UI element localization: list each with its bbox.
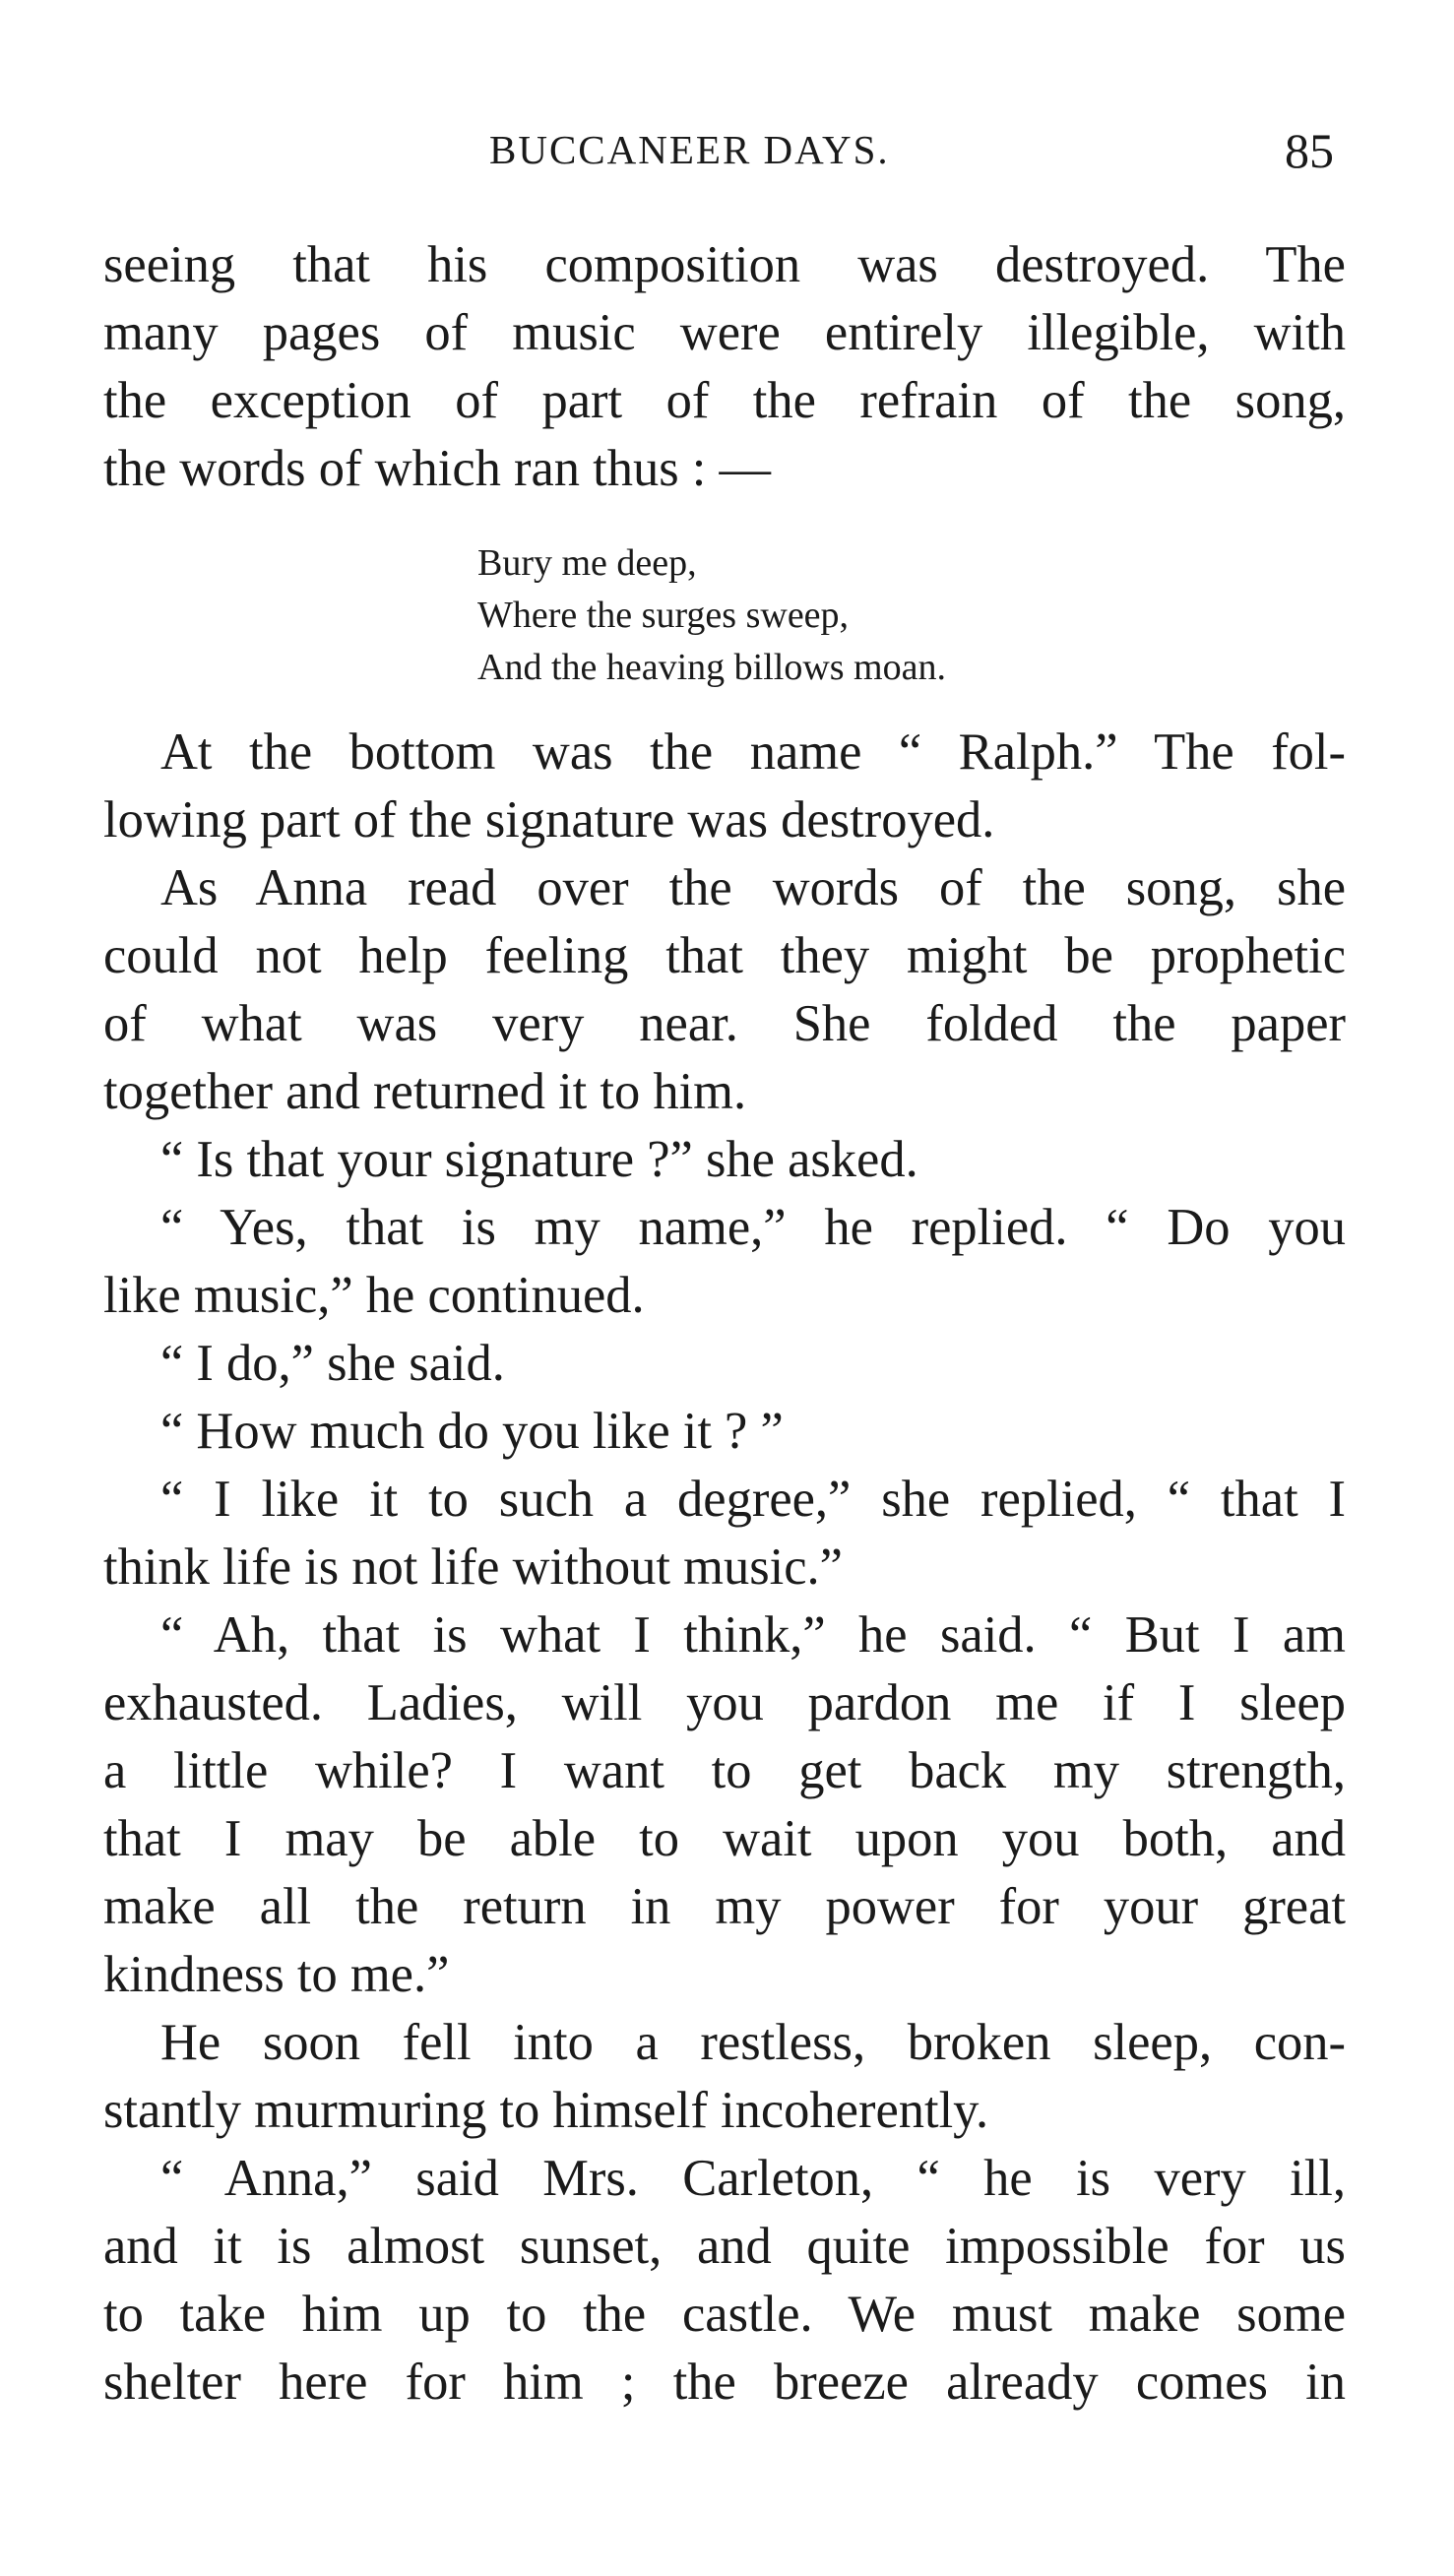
verse-line: Where the surges sweep, xyxy=(477,595,850,636)
text-line: “ Yes, that is my name,” he replied. “ Do you xyxy=(160,1199,1346,1256)
text-line: could not help feeling that they might be prophetic xyxy=(103,927,1346,984)
text-line: together and returned it to him. xyxy=(103,1063,747,1120)
text-line: kindness to me.” xyxy=(103,1946,450,2003)
text-line: “ Ah, that is what I think,” he said. “ But I am xyxy=(160,1606,1346,1664)
text-line: exhausted. Ladies, will you pardon me if I sleep xyxy=(103,1674,1346,1731)
text-line: of what was very near. She folded the paper xyxy=(103,995,1346,1052)
text-line: stantly murmuring to himself incoherently. xyxy=(103,2082,989,2139)
paragraph-main xyxy=(103,719,1346,2417)
text-line: “ Is that your signature ?” she asked. xyxy=(160,1131,918,1188)
running-title: BUCCANEER DAYS. xyxy=(489,127,890,172)
text-line: “ Anna,” said Mrs. Carleton, “ he is very ill, xyxy=(160,2150,1346,2207)
running-head xyxy=(0,123,1454,185)
text-line: make all the return in my power for your great xyxy=(103,1878,1346,1935)
song-refrain xyxy=(477,537,946,694)
text-line: to take him up to the castle. We must make some xyxy=(103,2286,1346,2343)
paragraph-opening xyxy=(103,231,1346,503)
text-line: think life is not life without music.” xyxy=(103,1539,843,1596)
text-line: the words of which ran thus : — xyxy=(103,440,772,497)
verse-line: And the heaving billows moan. xyxy=(477,647,946,688)
verse-line: Bury me deep, xyxy=(477,542,697,584)
text-line: “ I like it to such a degree,” she replied, “ that I xyxy=(160,1471,1346,1528)
text-line: “ How much do you like it ? ” xyxy=(160,1403,784,1460)
text-line: seeing that his composition was destroyed. The xyxy=(103,236,1346,293)
text-line: He soon fell into a restless, broken sleep, con- xyxy=(160,2014,1346,2071)
text-line: As Anna read over the words of the song, she xyxy=(160,859,1346,916)
text-line: lowing part of the signature was destroyed. xyxy=(103,791,995,848)
text-line: shelter here for him ; the breeze already comes in xyxy=(103,2354,1346,2411)
text-line: that I may be able to wait upon you both, and xyxy=(103,1810,1346,1867)
text-line: and it is almost sunset, and quite impossible for us xyxy=(103,2218,1346,2275)
text-line: a little while? I want to get back my strength, xyxy=(103,1742,1346,1799)
text-line: many pages of music were entirely illegible, with xyxy=(103,304,1346,361)
text-line: “ I do,” she said. xyxy=(160,1335,505,1392)
text-line: like music,” he continued. xyxy=(103,1267,645,1324)
text-line: At the bottom was the name “ Ralph.” The fol- xyxy=(160,723,1346,781)
page-number: 85 xyxy=(1285,123,1334,178)
text-line: the exception of part of the refrain of the song, xyxy=(103,372,1346,429)
